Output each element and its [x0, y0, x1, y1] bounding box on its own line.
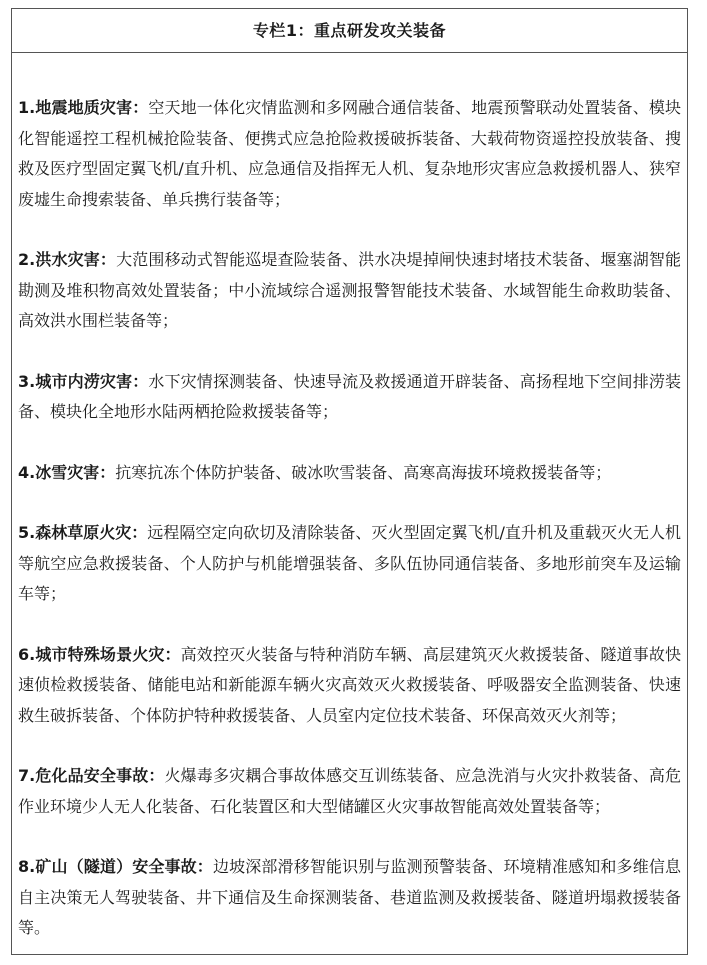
box-content — [12, 53, 687, 944]
item-label: 4.冰雪灾害： — [18, 462, 116, 482]
item-text: 边坡深部滑移智能识别与监测预警装备、环境精准感知和多维信息自主决策无人驾驶装备、井下通信及生命探测装备、巷道监测及救援装备、隧道坍塌救援装备等。 — [18, 857, 681, 937]
item-text: 高效控灭火装备与特种消防车辆、高层建筑灭火救援装备、隧道事故快速侦检救援装备、储能电站和新能源车辆火灾高效灭火救援装备、呼吸器安全监测装备、快速救生破拆装备、个体防护特种救援装备、人员室内定位技术装备、环保高效灭火剂等； — [18, 644, 681, 725]
item-label: 7.危化品安全事故： — [18, 766, 165, 785]
item-text: 远程隔空定向砍切及清除装备、灭火型固定翼飞机/直升机及重载灭火无人机等航空应急救援装备、个人防护与机能增强装备、多队伍协同通信装备、多地形前突车及运输车等； — [18, 523, 681, 603]
item-label: 1.地震地质灾害： — [18, 98, 149, 117]
list-item — [18, 367, 681, 428]
item-text: 大范围移动式智能巡堤查险装备、洪水决堤掉闸快速封堵技术装备、堰塞湖智能勘测及堆积物高效处置装备；中小流域综合遥测报警智能技术装备、水域智能生命救助装备、高效洪水围栏装备等； — [18, 250, 681, 330]
item-text: 抗寒抗冻个体防护装备、破冰吹雪装备、高寒高海拔环境救援装备等； — [115, 462, 612, 482]
item-label: 2.洪水灾害： — [18, 250, 117, 269]
list-item — [18, 518, 681, 610]
list-item — [18, 245, 681, 337]
item-text: 空天地一体化灾情监测和多网融合通信装备、地震预警联动处置装备、模块化智能遥控工程机械抢险装备、便携式应急抢险救援破拆装备、大载荷物资遥控投放装备、搜救及医疗型固定翼飞机/直升机、应急通信及指挥无人机、复杂地形灾害应急救援机器人、狭窄废墟生命搜索装备、单兵携行装备等； — [18, 98, 681, 209]
feature-box — [11, 8, 688, 955]
item-label: 6.城市特殊场景火灾： — [18, 644, 181, 664]
item-label: 5.森林草原火灾： — [18, 523, 148, 542]
item-label: 3.城市内涝灾害： — [18, 371, 149, 391]
item-text: 火爆毒多灾耦合事故体感交互训练装备、应急洗消与火灾扑救装备、高危作业环境少人无人化装备、石化装置区和大型储罐区火灾事故智能高效处置装备等； — [18, 766, 681, 816]
list-item — [18, 761, 681, 822]
list-item — [18, 852, 681, 944]
box-title: 专栏1：重点研发攻关装备 — [12, 9, 687, 53]
item-label: 8.矿山（隧道）安全事故： — [18, 857, 213, 876]
list-item — [18, 640, 681, 732]
list-item — [18, 93, 681, 215]
item-text: 水下灾情探测装备、快速导流及救援通道开辟装备、高扬程地下空间排涝装备、模块化全地形水陆两栖抢险救援装备等； — [18, 371, 681, 421]
list-item — [18, 458, 681, 489]
